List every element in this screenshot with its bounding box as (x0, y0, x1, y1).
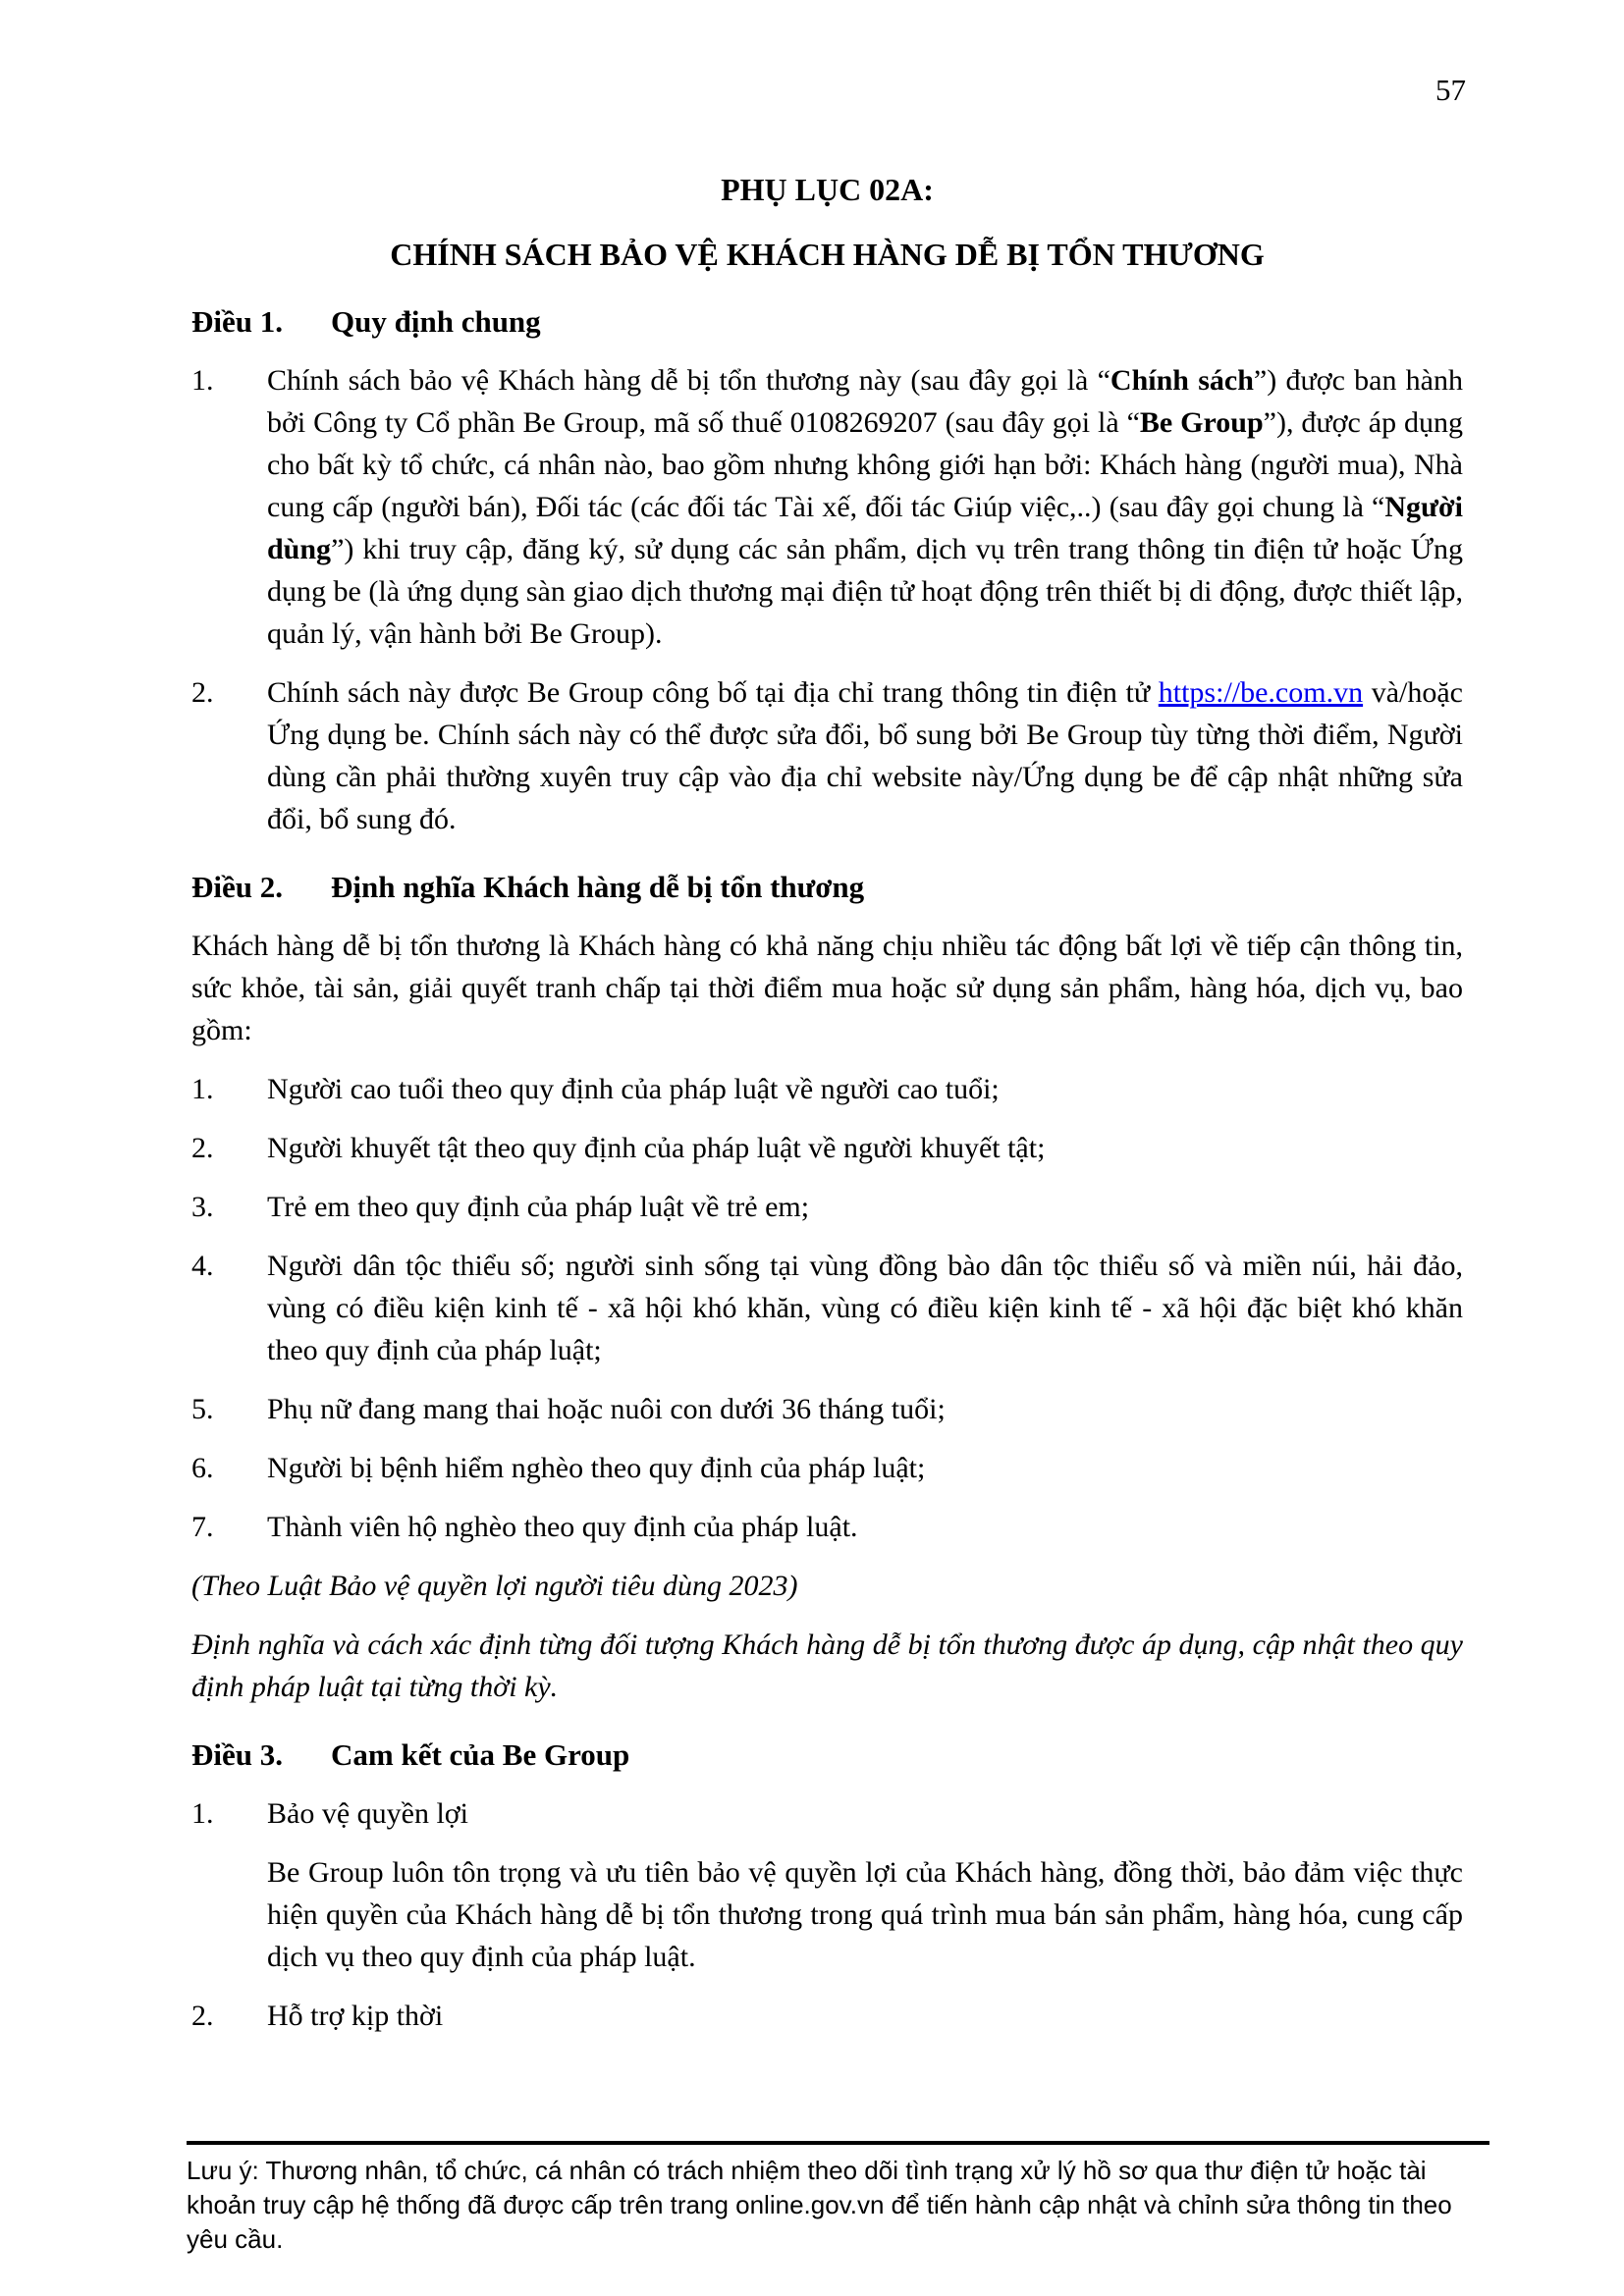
list-item-text: Người dân tộc thiểu số; người sinh sống tại vùng đồng bào dân tộc thiểu số và miền núi, hải đảo, vùng có điều kiện kinh tế - xã hội khó khăn, vùng có điều kiện kinh tế - xã hội đặc biệt khó khăn theo quy định của pháp luật; (267, 1250, 1463, 1366)
be-website-link[interactable]: https://be.com.vn (1158, 676, 1364, 709)
list-item-text: Phụ nữ đang mang thai hoặc nuôi con dưới 36 tháng tuổi; (267, 1393, 946, 1425)
article-2-label: Điều 2. (191, 870, 283, 904)
article-3-heading (191, 1734, 1463, 1776)
policy-title: CHÍNH SÁCH BẢO VỆ KHÁCH HÀNG DỄ BỊ TỔN THƯƠNG (390, 237, 1265, 272)
article-2-intro: Khách hàng dễ bị tổn thương là Khách hàng có khả năng chịu nhiều tác động bất lợi về tiếp cận thông tin, sức khỏe, tài sản, giải quyết tranh chấp tại thời điểm mua hoặc sử dụng sản phẩm, hàng hóa, dịch vụ, bao gồm: (191, 930, 1463, 1046)
text-run: Chính sách này được Be Group công bố tại địa chỉ trang thông tin điện tử (267, 676, 1159, 709)
document-content (191, 0, 1463, 2037)
paragraph (267, 671, 1463, 840)
article-2-list-item-7 (191, 1506, 1463, 1548)
list-number: 4. (191, 1250, 214, 1282)
article-3-label: Điều 3. (191, 1737, 283, 1772)
article-1-item-1 (191, 359, 1463, 655)
article-1-item-2 (191, 671, 1463, 840)
article-1-label: Điều 1. (191, 304, 283, 339)
definition-note: Định nghĩa và cách xác định từng đối tượng Khách hàng dễ bị tổn thương được áp dụng, cập nhật theo quy định pháp luật tại từng thời kỳ. (191, 1629, 1463, 1703)
list-item-text: Trẻ em theo quy định của pháp luật về trẻ em; (267, 1191, 810, 1223)
article-3-item-2 (191, 1995, 1463, 2037)
article-3-item-1-body: Be Group luôn tôn trọng và ưu tiên bảo vệ quyền lợi của Khách hàng, đồng thời, bảo đảm việc thực hiện quyền của Khách hàng dễ bị tổn thương trong quá trình mua bán sản phẩm, hàng hóa, cung cấp dịch vụ theo quy định của pháp luật. (267, 1856, 1463, 1973)
list-item-text: Người khuyết tật theo quy định của pháp luật về người khuyết tật; (267, 1132, 1046, 1164)
list-item-text: Người bị bệnh hiểm nghèo theo quy định của pháp luật; (267, 1452, 926, 1484)
text-run: ”) khi truy cập, đăng ký, sử dụng các sản phẩm, dịch vụ trên trang thông tin điện tử hoặc Ứng dụng be (là ứng dụng sàn giao dịch thương mại điện tử hoạt động trên thiết bị di động, được thiết lập, quản lý, vận hành bởi Be Group). (267, 533, 1463, 650)
page-number: 57 (1435, 73, 1466, 107)
article-2-list-item-6 (191, 1447, 1463, 1489)
commitment-title: Bảo vệ quyền lợi (267, 1797, 468, 1830)
legal-reference-note: (Theo Luật Bảo vệ quyền lợi người tiêu dùng 2023) (191, 1570, 798, 1602)
list-number: 3. (191, 1191, 214, 1223)
article-2-heading (191, 866, 1463, 908)
list-number: 7. (191, 1511, 214, 1543)
footer-note: Lưu ý: Thương nhân, tổ chức, cá nhân có trách nhiệm theo dõi tình trạng xử lý hồ sơ qua thư điện tử hoặc tài khoản truy cập hệ thống đã được cấp trên trang online.gov.vn để tiến hành cập nhật và chỉnh sửa thông tin theo yêu cầu. (187, 2156, 1452, 2254)
article-2-title: Định nghĩa Khách hàng dễ bị tổn thương (331, 870, 865, 904)
paragraph (267, 359, 1463, 655)
bold-term-nguoi-dung: Người dùng (267, 491, 1463, 565)
text-run: và/hoặc Ứng dụng be. Chính sách này có thể được sửa đổi, bổ sung bởi Be Group tùy từng thời điểm, Người dùng cần phải thường xuyên truy cập vào địa chỉ website này/Ứng dụng be để cập nhật những sửa đổi, bổ sung đó. (267, 676, 1463, 835)
text-run: ”) được ban hành bởi Công ty Cổ phần Be Group, mã số thuế 0108269207 (sau đây gọi là “ (267, 364, 1463, 439)
list-item-text: Người cao tuổi theo quy định của pháp luật về người cao tuổi; (267, 1073, 1000, 1105)
list-number: 6. (191, 1452, 214, 1484)
list-number: 1. (191, 1797, 214, 1830)
article-3-item-1 (191, 1792, 1463, 1835)
article-2-list-item-1 (191, 1068, 1463, 1110)
bold-term-be-group: Be Group (1139, 406, 1264, 439)
article-3-title: Cam kết của Be Group (331, 1737, 630, 1772)
list-number: 5. (191, 1393, 214, 1425)
article-2-list-item-5 (191, 1388, 1463, 1430)
commitment-title: Hỗ trợ kịp thời (267, 2000, 444, 2032)
text-run: Chính sách bảo vệ Khách hàng dễ bị tổn thương này (sau đây gọi là “ (267, 364, 1110, 397)
article-2-list-item-4 (191, 1245, 1463, 1371)
list-number: 2. (191, 2000, 214, 2032)
article-2-list-item-2 (191, 1127, 1463, 1169)
list-number: 1. (191, 1073, 214, 1105)
text-run: ”), được áp dụng cho bất kỳ tổ chức, cá nhân nào, bao gồm nhưng không giới hạn bởi: Khách hàng (người mua), Nhà cung cấp (người bán), Đối tác (các đối tác Tài xế, đối tác Giúp việc,..) (sau đây gọi chung là “ (267, 406, 1464, 523)
list-item-text: Thành viên hộ nghèo theo quy định của pháp luật. (267, 1511, 858, 1543)
article-2-list-item-3 (191, 1186, 1463, 1228)
article-1-title: Quy định chung (331, 304, 541, 339)
article-1-heading (191, 300, 1463, 343)
bold-term-chinh-sach: Chính sách (1110, 364, 1254, 397)
list-number: 2. (191, 676, 214, 709)
appendix-title: PHỤ LỤC 02A: (721, 172, 934, 207)
page-footer (187, 2141, 1489, 2257)
list-number: 1. (191, 364, 214, 397)
list-number: 2. (191, 1132, 214, 1164)
